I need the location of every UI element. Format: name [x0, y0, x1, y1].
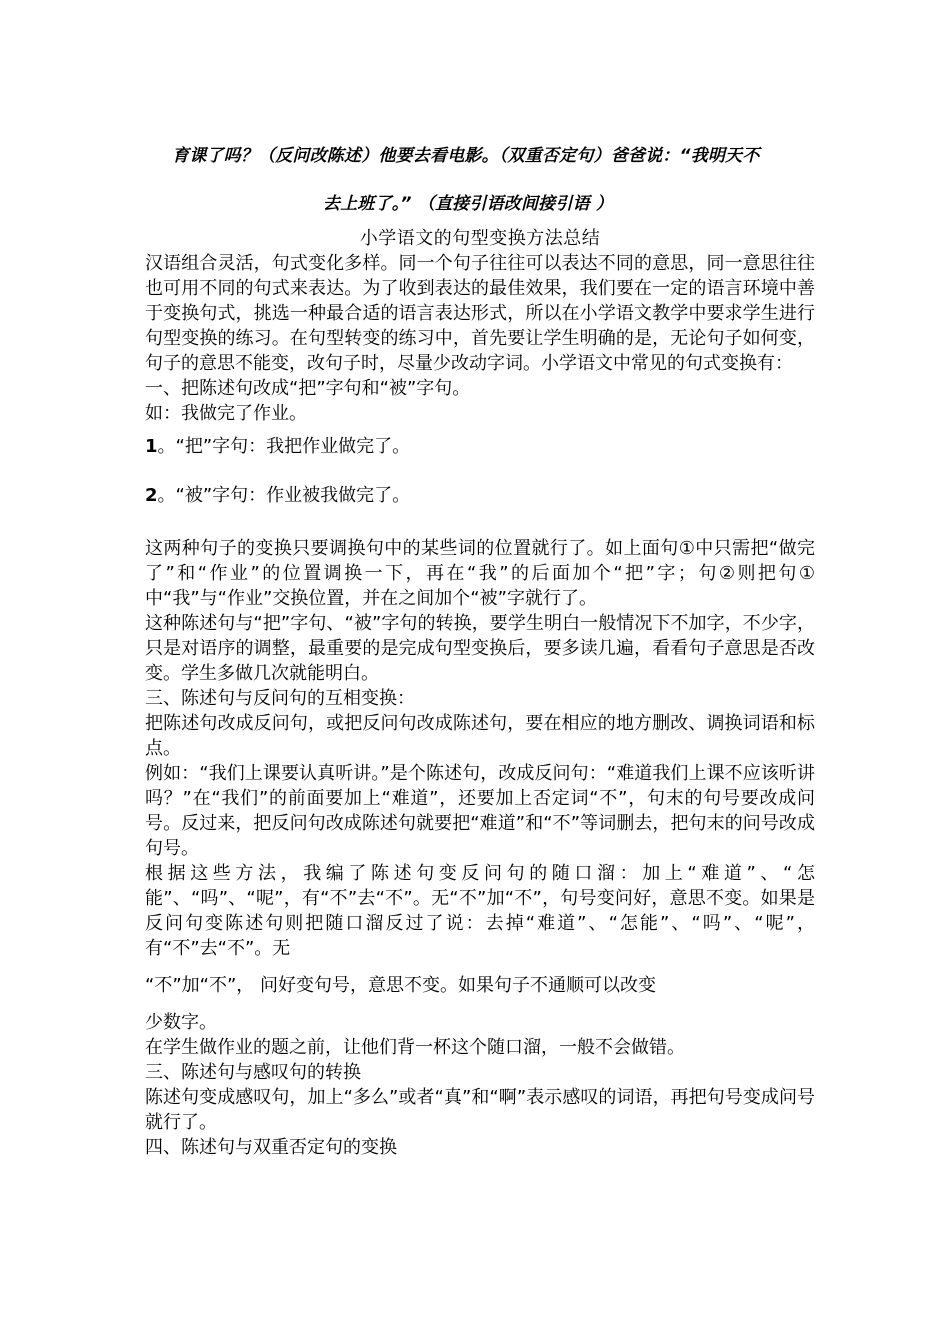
section-3-paragraph-4: “不”加“不”， 问好变句号，意思不变。如果句子不通顺可以改变 [145, 975, 657, 996]
section-1-note: 这种陈述句与“把”字句、“被”字句的转换，要学生明白一般情况下不加字，不少字，只是对语序的调整，最重要的是完成句型变换后，要多读几遍，看看句子意思是否改变。学生多做几次就能明白。 [145, 613, 815, 684]
document-body [145, 226, 815, 1160]
list-item-1-number: 1 [145, 436, 158, 457]
section-4-paragraph-1: 陈述句变成感叹句，加上“多么”或者“真”和“啊”表示感叹的词语，再把句号变成问号就行了。 [145, 1087, 815, 1133]
section-3-paragraph-6: 在学生做作业的题之前，让他们背一杯这个随口溜，一般不会做错。 [145, 1037, 685, 1058]
section-3-heading: 三、陈述句与反问句的互相变换： [145, 688, 415, 709]
list-item-2-text: 。“被”字句：作业被我做完了。 [157, 485, 411, 506]
section-3-paragraph-3: 根据这些方法，我编了陈述句变反问句的随口溜：加上“难道”、“怎能”、“吗”、“呢”，有“不”去“不”。无“不”加“不”，句号变问好，意思不变。如果是反问句变陈述句则把随口溜反过了说：去掉“难道”、“怎能”、“吗”、“呢”，有“不”去“不”。无 [145, 863, 815, 959]
section-3-paragraph-2: 例如：“我们上课要认真听讲。”是个陈述句，改成反问句：“难道我们上课不应该听讲吗？”在“我们”的前面要加上“难道”，还要加上否定词“不”，句末的句号要改成问号。反过来，把反问句改成陈述句就要把“难道”和“不”等词删去，把句末的问号改成句号。 [145, 763, 815, 859]
section-1-example: 如：我做完了作业。 [145, 403, 307, 424]
list-item-1-text: 。“把”字句：我把作业做完了。 [157, 436, 411, 457]
list-item-2 [145, 483, 815, 508]
document-title: 小学语文的句型变换方法总结 [359, 228, 601, 249]
list-item-1 [145, 434, 815, 459]
section-3-paragraph-1: 把陈述句改成反问句，或把反问句改成陈述句，要在相应的地方删改、调换词语和标点。 [145, 713, 815, 759]
header-line-2: 去上班了。” （直接引语改间接引语 ） [323, 194, 614, 214]
section-4-heading: 三、陈述句与感叹句的转换 [145, 1062, 361, 1083]
header-line-1: 育课了吗？（反问改陈述）他要去看电影。（双重否定句）爸爸说：“我明天不 [172, 146, 760, 166]
intro-paragraph: 汉语组合灵活，句式变化多样。同一个句子往往可以表达不同的意思，同一意思往往也可用不同的句式来表达。为了收到表达的最佳效果，我们要在一定的语言环境中善于变换句式，挑选一种最合适的语言表达形式，所以在小学语文教学中要求学生进行句型变换的练习。在句型转变的练习中，首先要让学生明确的是，无论句子如何变，句子的意思不能变，改句子时，尽量少改动字词。小学语文中常见的句式变换有： [145, 253, 815, 374]
section-5-heading: 四、陈述句与双重否定句的变换 [145, 1137, 397, 1158]
section-1-explanation: 这两种句子的变换只要调换句中的某些词的位置就行了。如上面句①中只需把“做完了”和“作业”的位置调换一下，再在“我”的后面加个“把”字；句②则把句①中“我”与“作业”交换位置，并在之间加个“被”字就行了。 [145, 538, 815, 609]
list-item-2-number: 2 [145, 485, 158, 506]
section-1-heading: 一、把陈述句改成“把”字句和“被”字句。 [145, 378, 471, 399]
section-3-paragraph-5: 少数字。 [145, 1012, 217, 1033]
